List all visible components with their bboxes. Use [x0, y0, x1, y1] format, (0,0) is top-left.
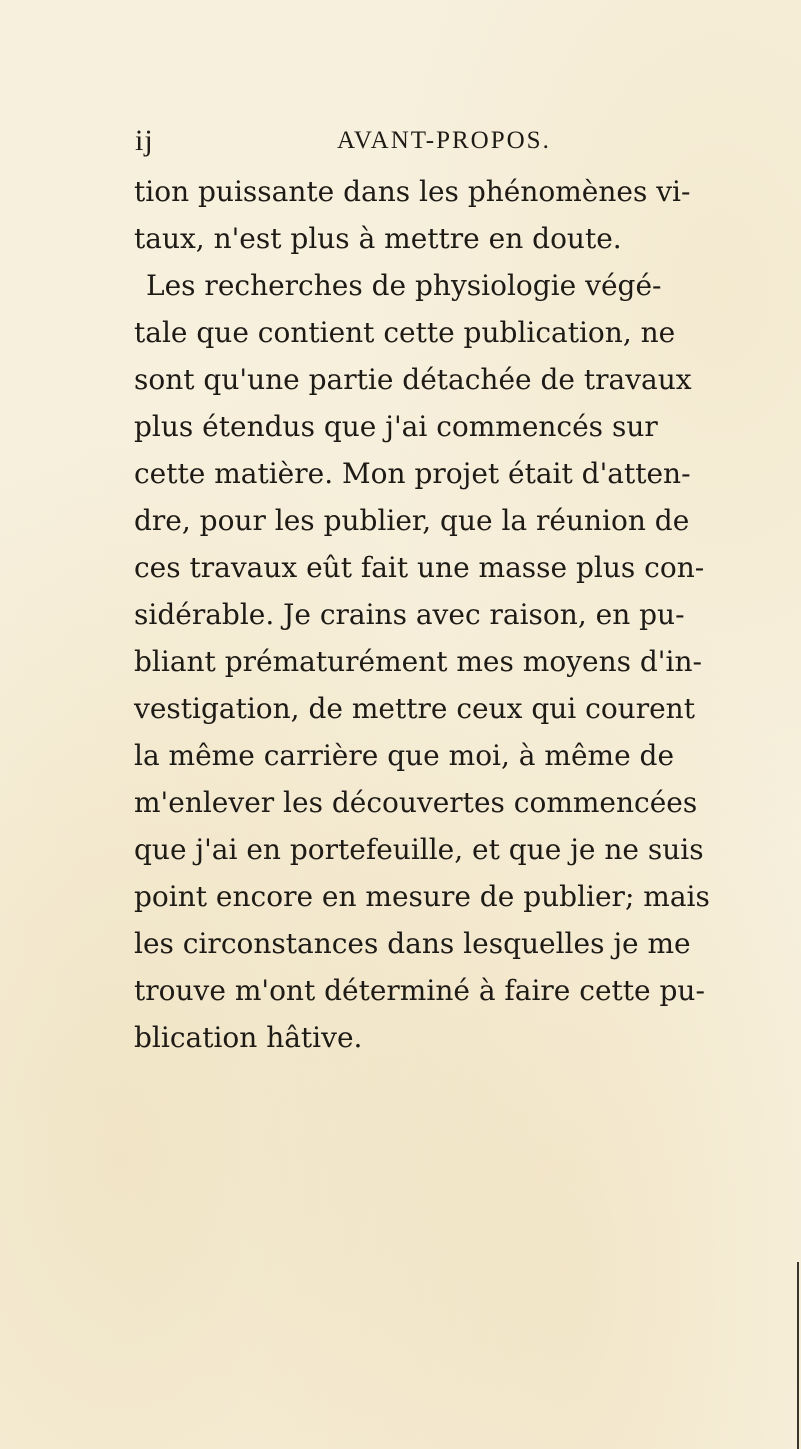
text-line: vestigation, de mettre ceux qui courent: [134, 692, 695, 725]
text-line: sidérable. Je crains avec raison, en pu-: [134, 598, 685, 631]
text-line: la même carrière que moi, à même de: [134, 739, 675, 772]
running-title: AVANT-PROPOS.: [337, 127, 551, 154]
text-line: plus étendus que j'ai commencés sur: [134, 410, 658, 443]
text-line: dre, pour les publier, que la réunion de: [134, 504, 690, 537]
text-line: tale que contient cette publication, ne: [134, 316, 676, 349]
body-text: [134, 168, 794, 1061]
text-line: tion puissante dans les phénomènes vi-: [134, 175, 691, 208]
paragraph-start-line: Les recherches de physiologie végé-: [146, 269, 662, 302]
text-line: trouve m'ont déterminé à faire cette pu-: [134, 974, 705, 1007]
page-number: ij: [135, 124, 154, 157]
text-line: les circonstances dans lesquelles je me: [134, 927, 691, 960]
text-line: ces travaux eût fait une masse plus con-: [134, 551, 705, 584]
text-line: point encore en mesure de publier; mais: [134, 880, 710, 913]
text-line: blication hâtive.: [134, 1021, 363, 1054]
page-edge-rule: [797, 1262, 799, 1449]
text-line: sont qu'une partie détachée de travaux: [134, 363, 692, 396]
text-line: bliant prématurément mes moyens d'in-: [134, 645, 702, 678]
text-line: m'enlever les découvertes commencées: [134, 786, 698, 819]
text-line: que j'ai en portefeuille, et que je ne suis: [134, 833, 704, 866]
text-line: taux, n'est plus à mettre en doute.: [134, 222, 622, 255]
text-line: cette matière. Mon projet était d'atten-: [134, 457, 691, 490]
page-header: [127, 124, 767, 160]
